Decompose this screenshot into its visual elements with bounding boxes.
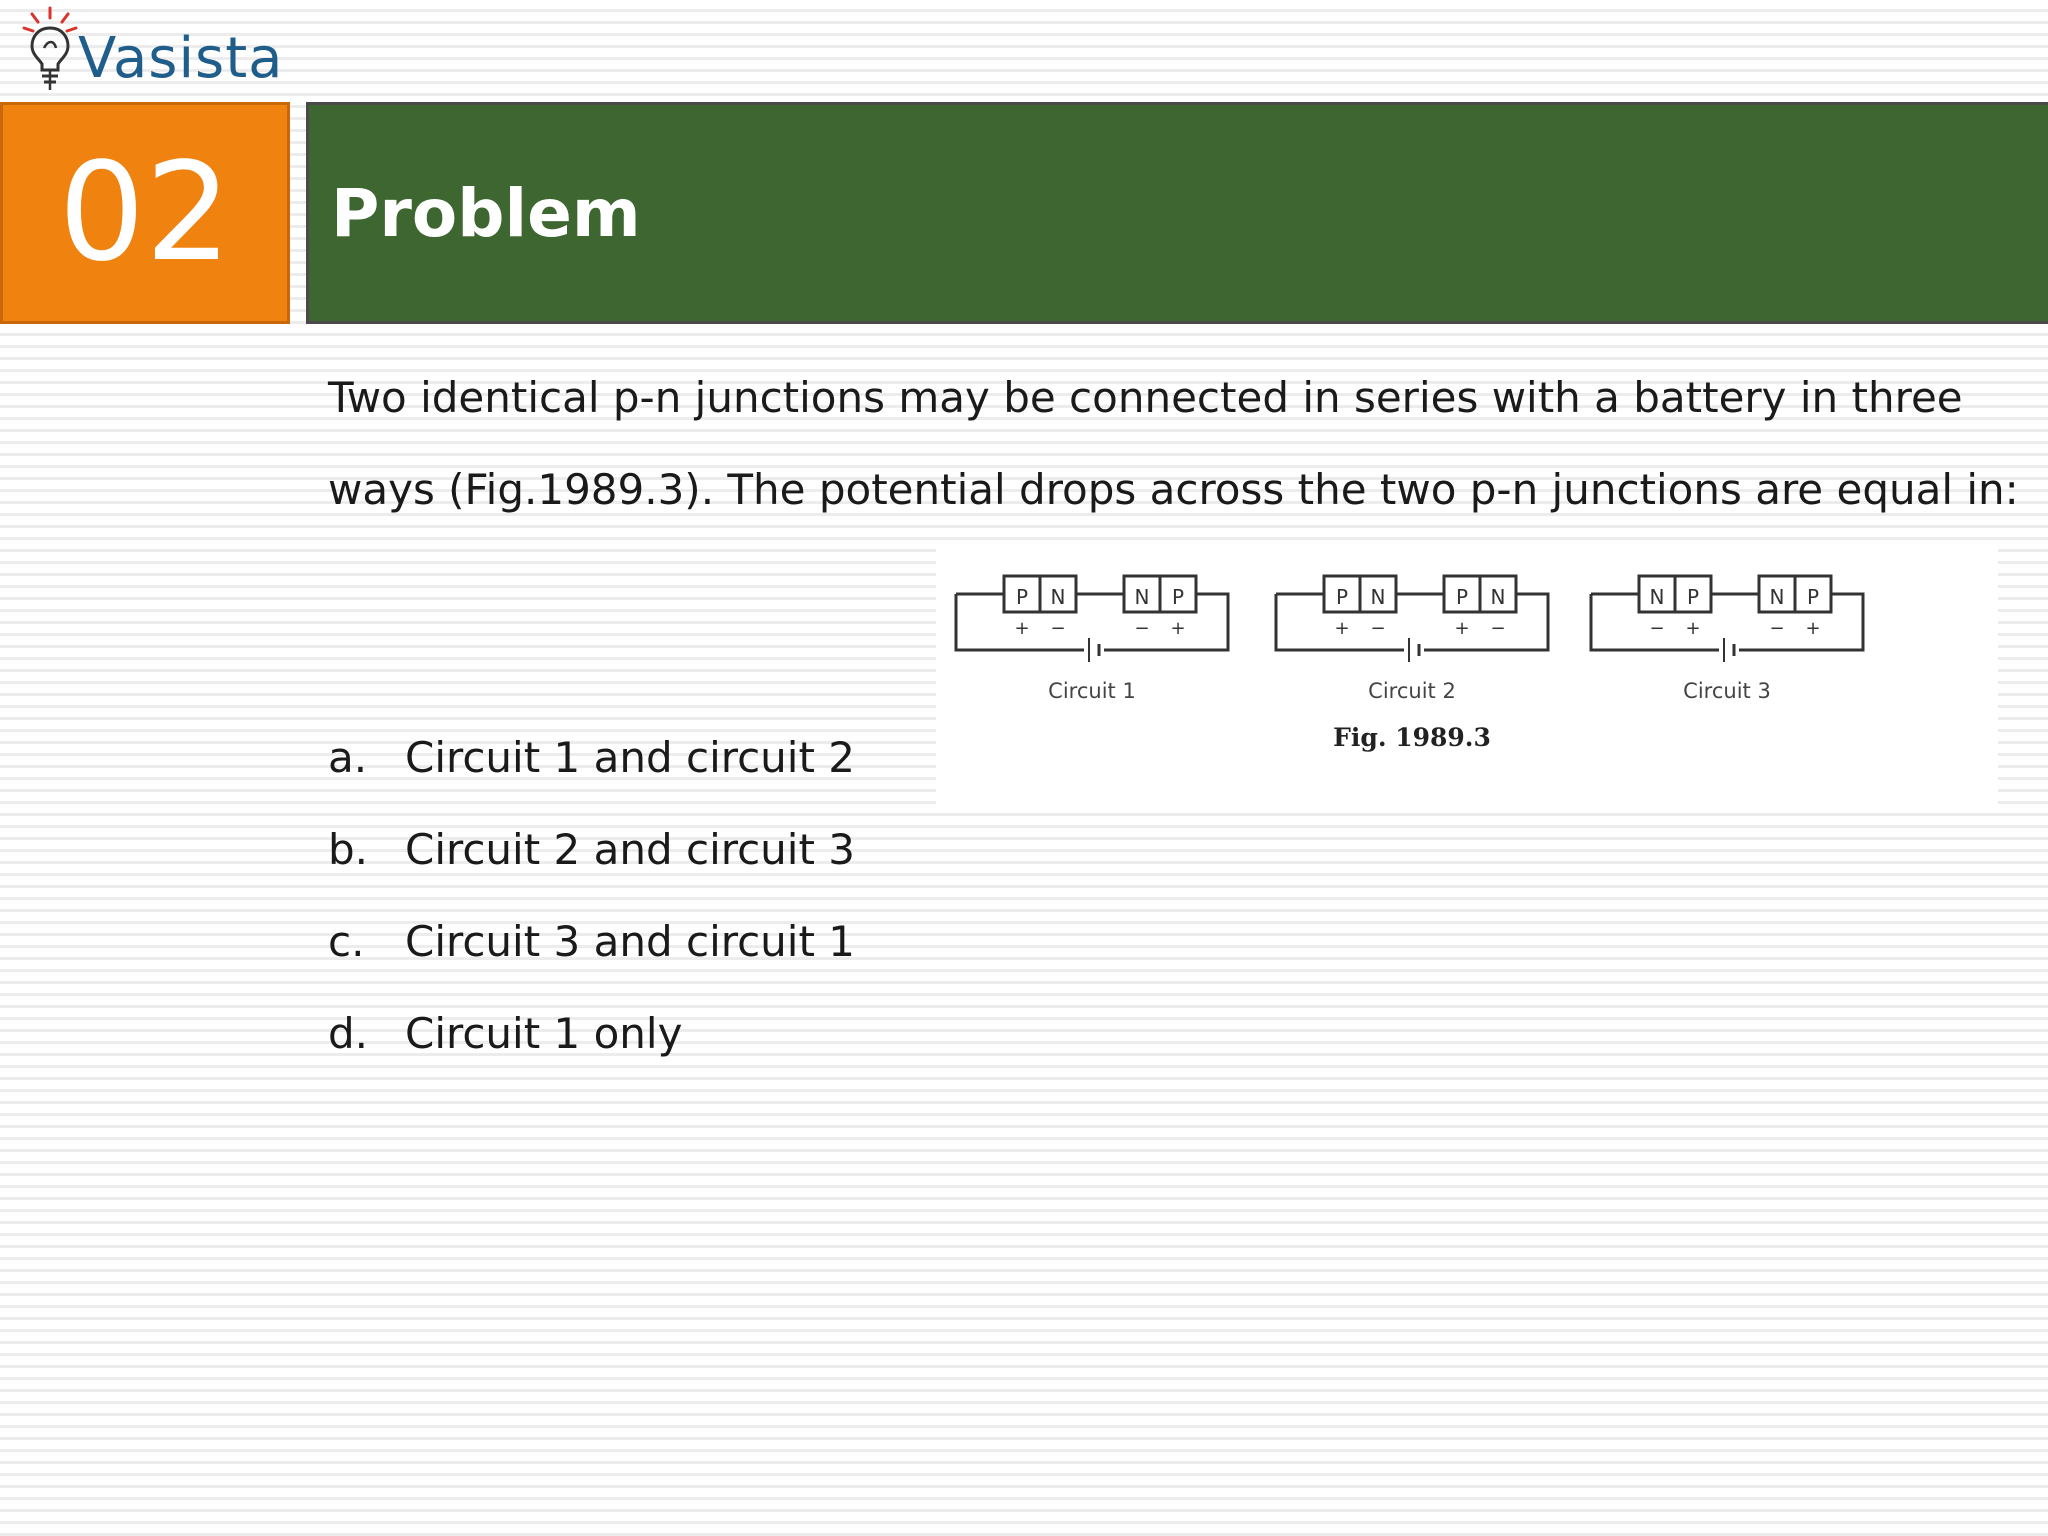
polarity-sign: −: [1134, 618, 1150, 639]
answer-options: [328, 712, 855, 1080]
junction-region-label: N: [1649, 585, 1665, 609]
vasista-logo: [20, 4, 300, 96]
option-b[interactable]: [328, 804, 855, 896]
polarity-sign: −: [1649, 618, 1665, 639]
circuit-label: Circuit 1: [1048, 679, 1136, 703]
junction-region-label: N: [1769, 585, 1785, 609]
circuit-label: Circuit 2: [1368, 679, 1456, 703]
circuit-diagram: [936, 546, 1998, 806]
polarity-sign: +: [1685, 618, 1701, 639]
polarity-sign: +: [1014, 618, 1030, 639]
polarity-sign: +: [1454, 618, 1470, 639]
brand-name: Vasista: [78, 26, 284, 91]
page-title: Problem: [331, 174, 641, 252]
title-bar: [306, 102, 2048, 324]
polarity-sign: +: [1334, 618, 1350, 639]
option-letter: b.: [328, 825, 369, 874]
junction-region-label: N: [1370, 585, 1386, 609]
junction-region-label: P: [1171, 585, 1185, 609]
polarity-sign: +: [1805, 618, 1821, 639]
polarity-sign: −: [1490, 618, 1506, 639]
polarity-sign: −: [1370, 618, 1386, 639]
junction-region-label: N: [1490, 585, 1506, 609]
option-text: Circuit 3 and circuit 1: [405, 917, 856, 966]
problem-statement: Two identical p-n junctions may be connected in series with a battery in three ways (Fig.1989.3). The potential drops across the two p-n junctions are equal in:: [328, 373, 2019, 514]
polarity-sign: −: [1769, 618, 1785, 639]
option-letter: d.: [328, 1009, 369, 1058]
lightbulb-icon: [20, 4, 80, 96]
circuit-figure: [936, 546, 1998, 806]
polarity-sign: +: [1170, 618, 1186, 639]
junction-region-label: N: [1134, 585, 1150, 609]
option-text: Circuit 2 and circuit 3: [405, 825, 856, 874]
option-text: Circuit 1 only: [405, 1009, 683, 1058]
junction-region-label: N: [1050, 585, 1066, 609]
junction-region-label: P: [1335, 585, 1349, 609]
option-letter: c.: [328, 917, 365, 966]
junction-region-label: P: [1686, 585, 1700, 609]
figure-caption: Fig. 1989.3: [1333, 723, 1491, 752]
polarity-sign: −: [1050, 618, 1066, 639]
option-c[interactable]: [328, 896, 855, 988]
option-d[interactable]: [328, 988, 855, 1080]
slide-number: 02: [58, 134, 232, 292]
circuit-label: Circuit 3: [1683, 679, 1771, 703]
option-a[interactable]: [328, 712, 855, 804]
junction-region-label: P: [1455, 585, 1469, 609]
junction-region-label: P: [1806, 585, 1820, 609]
junction-region-label: P: [1015, 585, 1029, 609]
option-text: Circuit 1 and circuit 2: [405, 733, 856, 782]
option-letter: a.: [328, 733, 368, 782]
slide-number-box: [0, 102, 290, 324]
